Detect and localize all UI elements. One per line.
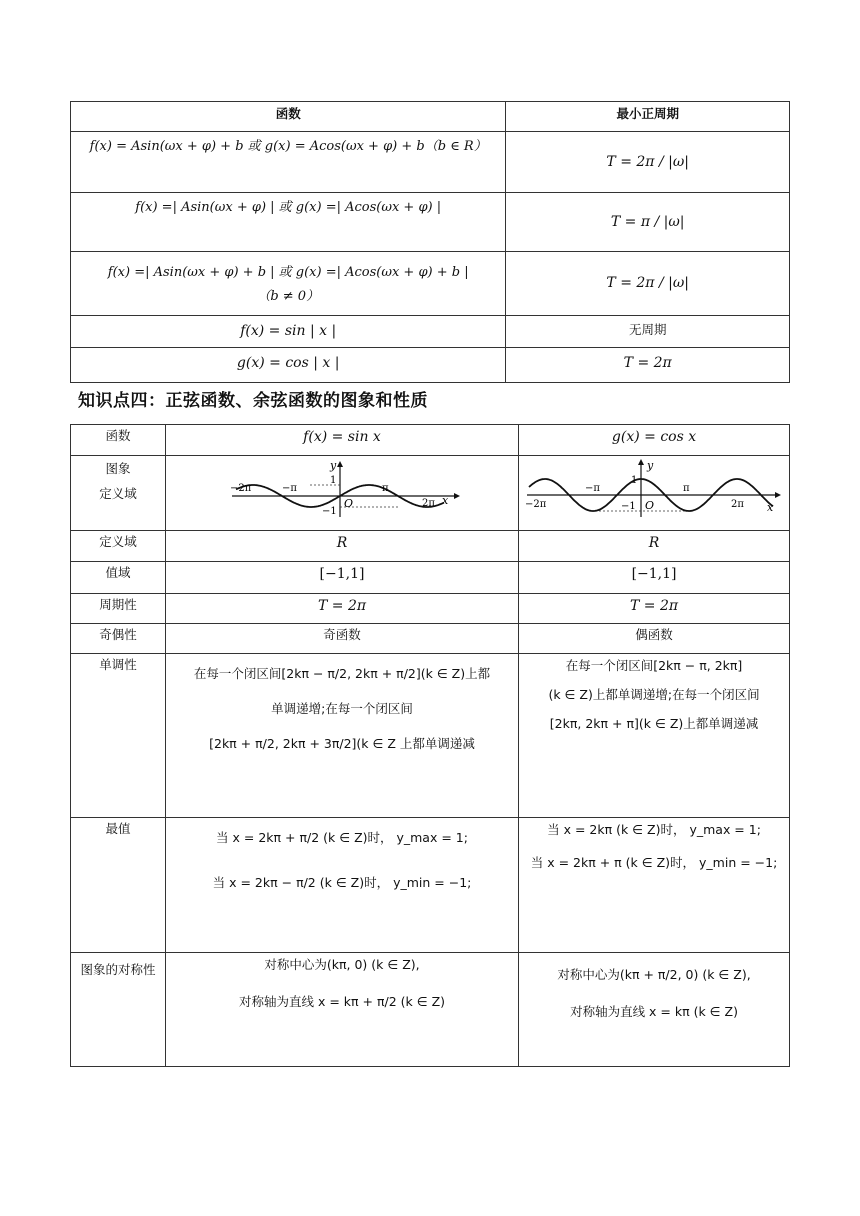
monotonic-cos-line1: 在每一个闭区间[2kπ − π, 2kπ] bbox=[565, 658, 743, 673]
symmetry-label-text: 图象的对称性 bbox=[80, 962, 156, 977]
symmetry-sin-line1: 对称中心为(kπ, 0) (k ∈ Z), bbox=[264, 957, 420, 972]
t2-header-sin: f(x) = sin x bbox=[165, 425, 518, 456]
period-sin: T = 2π bbox=[165, 594, 518, 624]
sin-label-2pi: 2π bbox=[422, 498, 435, 510]
monotonic-sin-line2: 单调递增;在每一个闭区间 bbox=[271, 700, 413, 716]
range-sin: [−1,1] bbox=[165, 562, 518, 594]
symmetry-cos-line1: 对称中心为(kπ + π/2, 0) (k ∈ Z), bbox=[557, 967, 751, 982]
period-label: 周期性 bbox=[71, 594, 166, 624]
monotonic-sin-line1: 在每一个闭区间[2kπ − π/2, 2kπ + π/2](k ∈ Z)上都 bbox=[193, 666, 491, 681]
monotonic-cos-line2: (k ∈ Z)上都单调递增;在每一个闭区间 bbox=[548, 686, 760, 702]
domain-label: 定义域 bbox=[71, 531, 166, 562]
sin-label-negpi: −π bbox=[282, 483, 297, 495]
extrema-label: 最值 bbox=[71, 818, 166, 953]
cos-label-origin: O bbox=[645, 499, 655, 513]
sin-label-negone: −1 bbox=[322, 506, 337, 518]
cos-label-x: x bbox=[767, 501, 774, 515]
monotonic-sin bbox=[165, 654, 518, 818]
row2-period: T = π / |ω| bbox=[506, 193, 790, 252]
sin-label-neg2pi: −2π bbox=[230, 483, 252, 495]
cos-label-pi: π bbox=[683, 483, 690, 495]
cos-graph bbox=[523, 457, 785, 523]
sin-x-arrow bbox=[454, 493, 460, 499]
section-title: 知识点四：正弦函数、余弦函数的图象和性质 bbox=[78, 391, 428, 411]
sin-y-arrow bbox=[337, 461, 343, 467]
extrema-sin-line2: 当 x = 2kπ − π/2 (k ∈ Z)时， y_min = −1; bbox=[212, 874, 472, 890]
monotonic-label: 单调性 bbox=[71, 654, 166, 818]
cos-label-negpi: −π bbox=[585, 483, 600, 495]
t2-header-label: 函数 bbox=[71, 425, 166, 456]
monotonic-cos-line3: [2kπ, 2kπ + π](k ∈ Z)上都单调递减 bbox=[549, 715, 759, 731]
cos-label-y: y bbox=[647, 459, 654, 473]
row4-period: 无周期 bbox=[506, 316, 790, 348]
sin-label-x: x bbox=[442, 494, 449, 508]
row3-func-line2: （b ≠ 0） bbox=[257, 288, 320, 304]
domain-cos: R bbox=[519, 531, 790, 562]
symmetry-sin bbox=[165, 953, 518, 1067]
sin-label-y: y bbox=[330, 459, 337, 473]
sin-label-one: 1 bbox=[330, 475, 337, 487]
parity-cos: 偶函数 bbox=[519, 624, 790, 654]
range-cos: [−1,1] bbox=[519, 562, 790, 594]
range-label: 值域 bbox=[71, 562, 166, 594]
row3-func bbox=[71, 252, 506, 316]
extrema-cos bbox=[519, 818, 790, 953]
cos-label-negone: −1 bbox=[621, 501, 636, 513]
period-cos: T = 2π bbox=[519, 594, 790, 624]
sin-graph-cell bbox=[165, 456, 518, 531]
t2-header-cos: g(x) = cos x bbox=[519, 425, 790, 456]
header-func: 函数 bbox=[71, 102, 506, 132]
row5-func: g(x) = cos | x | bbox=[71, 348, 506, 383]
parity-sin: 奇函数 bbox=[165, 624, 518, 654]
sin-label-origin: O bbox=[344, 497, 354, 511]
domain-sin: R bbox=[165, 531, 518, 562]
row3-func-line1: f(x) =| Asin(ωx + φ) + b | 或 g(x) =| Acos(ωx + φ) + b | bbox=[107, 265, 469, 280]
sin-graph bbox=[222, 459, 462, 521]
row1-func: f(x) = Asin(ωx + φ) + b 或 g(x) = Acos(ωx + φ) + b（b ∈ R） bbox=[71, 132, 506, 193]
extrema-cos-line1: 当 x = 2kπ (k ∈ Z)时， y_max = 1; bbox=[547, 822, 761, 837]
cos-x-arrow bbox=[775, 492, 781, 498]
monotonic-sin-line3: [2kπ + π/2, 2kπ + 3π/2](k ∈ Z 上都单调递减 bbox=[209, 735, 475, 751]
cos-label-2pi: 2π bbox=[731, 499, 744, 511]
extrema-cos-line2: 当 x = 2kπ + π (k ∈ Z)时， y_min = −1; bbox=[530, 854, 778, 870]
symmetry-cos-line2: 对称轴为直线 x = kπ (k ∈ Z) bbox=[570, 1003, 738, 1019]
graph-label-1: 图象 bbox=[105, 461, 131, 476]
row1-period: T = 2π / |ω| bbox=[506, 132, 790, 193]
row2-func: f(x) =| Asin(ωx + φ) | 或 g(x) =| Acos(ωx + φ) | bbox=[71, 193, 506, 252]
extrema-sin bbox=[165, 818, 518, 953]
symmetry-label bbox=[71, 953, 166, 1067]
cos-label-one: 1 bbox=[631, 475, 638, 487]
symmetry-sin-line2: 对称轴为直线 x = kπ + π/2 (k ∈ Z) bbox=[238, 993, 446, 1009]
cos-label-neg2pi: −2π bbox=[525, 499, 547, 511]
cos-y-arrow bbox=[638, 459, 644, 465]
extrema-sin-line1: 当 x = 2kπ + π/2 (k ∈ Z)时， y_max = 1; bbox=[216, 830, 468, 845]
row4-func: f(x) = sin | x | bbox=[71, 316, 506, 348]
graph-label-2: 定义域 bbox=[99, 485, 137, 501]
sin-cos-table bbox=[70, 424, 790, 1067]
symmetry-cos bbox=[519, 953, 790, 1067]
cos-graph-cell bbox=[519, 456, 790, 531]
monotonic-cos bbox=[519, 654, 790, 818]
period-table bbox=[70, 101, 790, 383]
sin-label-pi: π bbox=[382, 483, 389, 495]
row5-period: T = 2π bbox=[506, 348, 790, 383]
row3-period: T = 2π / |ω| bbox=[506, 252, 790, 316]
parity-label: 奇偶性 bbox=[71, 624, 166, 654]
graph-label bbox=[71, 456, 166, 531]
header-period: 最小正周期 bbox=[506, 102, 790, 132]
